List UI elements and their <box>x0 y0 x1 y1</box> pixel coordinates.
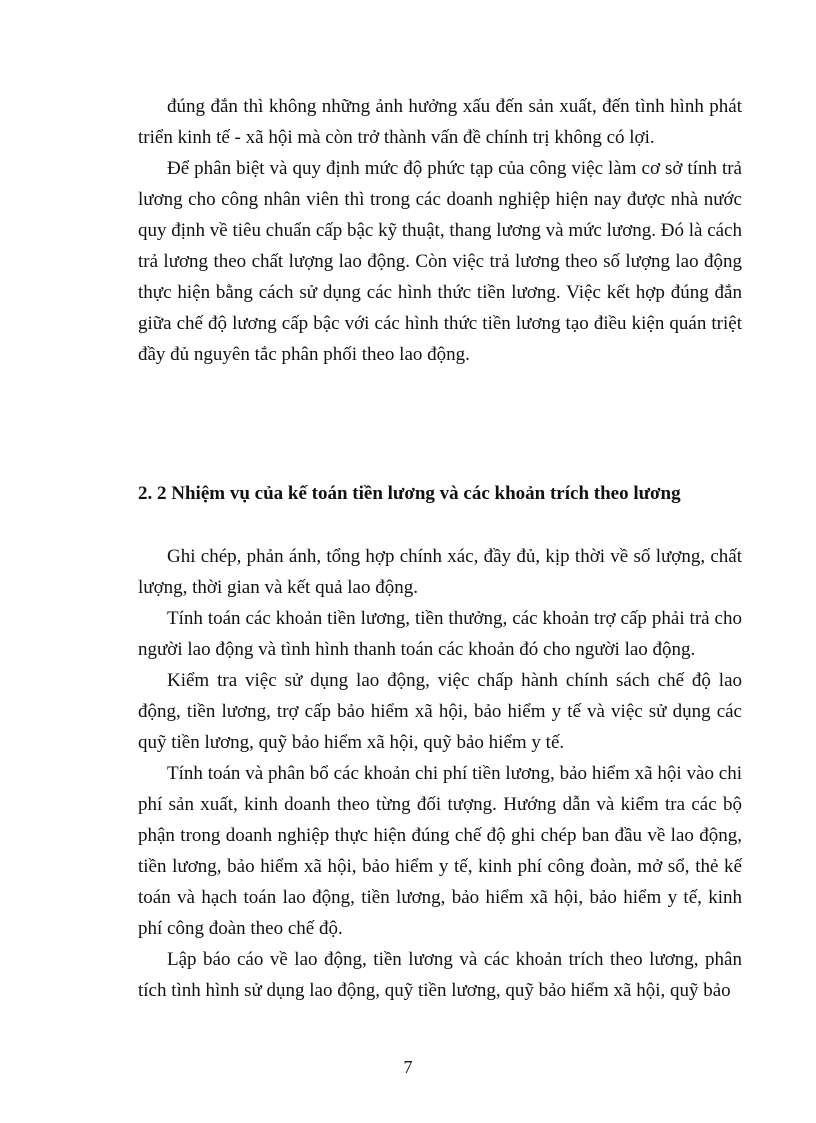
paragraph-task-4: Tính toán và phân bổ các khoản chi phí tiền lương, bảo hiểm xã hội vào chi phí sản xuất, kinh doanh theo từng đối tượng. Hướng dẫn và kiểm tra các bộ phận trong doanh nghiệp thực hiện đúng chế độ ghi chép ban đầu về lao động, tiền lương, bảo hiểm xã hội, bảo hiểm y tế, kinh phí công đoàn, mở sổ, thẻ kế toán và hạch toán lao động, tiền lương, bảo hiểm xã hội, bảo hiểm y tế, kinh phí công đoàn theo chế độ. <box>138 763 742 939</box>
paragraph-task-2: Tính toán các khoản tiền lương, tiền thưởng, các khoản trợ cấp phải trả cho người lao động và tình hình thanh toán các khoản đó cho người lao động. <box>138 608 742 660</box>
section-heading: 2. 2 Nhiệm vụ của kế toán tiền lương và các khoản trích theo lương <box>138 483 681 504</box>
paragraph-wage-classification: Để phân biệt và quy định mức độ phức tạp của công việc làm cơ sở tính trả lương cho công nhân viên thì trong các doanh nghiệp hiện nay được nhà nước quy định về tiêu chuẩn cấp bậc kỹ thuật, thang lương và mức lương. Đó là cách trả lương theo chất lượng lao động. Còn việc trả lương theo số lượng lao động thực hiện bằng cách sử dụng các hình thức tiền lương. Việc kết hợp đúng đắn giữa chế độ lương cấp bậc với các hình thức tiền lương tạo điều kiện quán triệt đầy đủ nguyên tắc phân phối theo lao động. <box>138 158 742 365</box>
paragraph-continuation: đúng đắn thì không những ảnh hưởng xấu đến sản xuất, đến tình hình phát triển kinh tế - xã hội mà còn trở thành vấn đề chính trị không có lợi. <box>138 96 742 148</box>
page-number: 7 <box>403 1057 413 1077</box>
top-text-block <box>138 91 742 370</box>
paragraph-task-1: Ghi chép, phản ánh, tổng hợp chính xác, đầy đủ, kịp thời về số lượng, chất lượng, thời gian và kết quả lao động. <box>138 546 742 598</box>
paragraph-task-5: Lập báo cáo về lao động, tiền lương và các khoản trích theo lương, phân tích tình hình sử dụng lao động, quỹ tiền lương, quỹ bảo hiểm xã hội, quỹ bảo <box>138 949 742 1001</box>
paragraph-task-3: Kiểm tra việc sử dụng lao động, việc chấp hành chính sách chế độ lao động, tiền lương, trợ cấp bảo hiểm xã hội, bảo hiểm y tế và việc sử dụng các quỹ tiền lương, quỹ bảo hiểm xã hội, quỹ bảo hiểm y tế. <box>138 670 742 753</box>
bottom-text-block <box>138 541 742 1006</box>
